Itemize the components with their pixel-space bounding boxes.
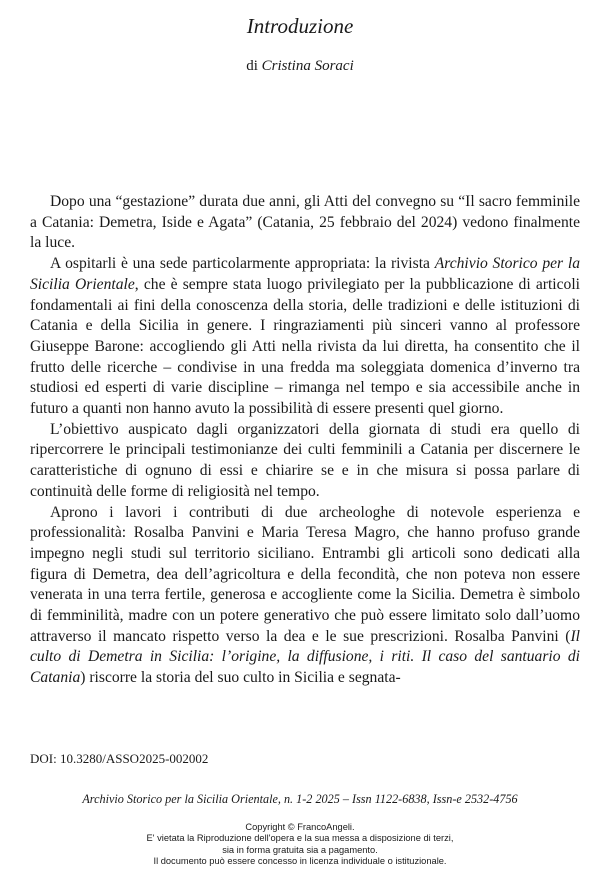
- paragraph-4-text-a: Aprono i lavori i contributi di due archeologhe di notevole esperienza e professionalità: Rosalba Panvini e Maria Teresa Magro, che hanno profuso grande impegno negli studi sul territorio siciliano. Entrambi gli articoli sono dedicati alla figura di Demetra, dea dell’agricoltura e della fecondità, che non poteva non essere venerata in una terra fertile, generosa e accogliente come la Sicilia. Demetra è simbolo di femminilità, madre con un potere generativo che può essere limitato solo dall’uomo attraverso il mancato rispetto verso la dea e le sue prescrizioni. Rosalba Panvini (: [30, 503, 580, 645]
- article-title-italic: Il culto di Demetra in Sicilia: l’origine, la diffusione, i riti. Il caso del santuario di Catania: [30, 627, 580, 687]
- copyright-notice: [0, 822, 600, 867]
- byline-prefix: di: [246, 58, 258, 74]
- copyright-line-4: Il documento può essere concesso in licenza individuale o istituzionale.: [153, 855, 447, 866]
- author-name: Cristina Soraci: [261, 58, 354, 74]
- author-byline: [0, 58, 600, 75]
- copyright-line-1: Copyright © FrancoAngeli.: [245, 822, 355, 832]
- page-title: Introduzione: [246, 14, 354, 38]
- article-body: [30, 192, 580, 689]
- paragraph-2-text-a: A ospitarli è una sede particolarmente appropriata: la rivista: [50, 255, 435, 273]
- journal-title-italic: Archivio Storico per la Sicilia Orientale: [30, 255, 580, 293]
- copyright-line-3: sia in forma gratuita sia a pagamento.: [222, 844, 378, 855]
- journal-citation: Archivio Storico per la Sicilia Orientale, n. 1-2 2025 – Issn 1122-6838, Issn-e 2532-4756: [82, 792, 518, 806]
- doi-line: DOI: 10.3280/ASSO2025-002002: [30, 751, 209, 766]
- paragraph-2: [30, 254, 580, 420]
- paragraph-1: Dopo una “gestazione” durata due anni, gli Atti del convegno su “Il sacro femminile a Catania: Demetra, Iside e Agata” (Catania, 25 febbraio del 2024) vedono finalmente la luce.: [30, 193, 580, 252]
- paragraph-4: [30, 503, 580, 689]
- paragraph-4-text-b: ) riscorre la storia del suo culto in Sicilia e segnata-: [80, 669, 401, 687]
- copyright-line-2: E' vietata la Riproduzione dell'opera e la sua messa a disposizione di terzi,: [146, 833, 454, 844]
- paragraph-2-text-b: , che è sempre stata luogo privilegiato per la pubblicazione di articoli fondamentali ai fini della conoscenza della storia, delle tradizioni e delle istituzioni di Catania e della Sicilia in genere. I ringraziamenti più sinceri vanno al professore Giuseppe Barone: accogliendo gli Atti nella rivista da lui diretta, ha consentito che il frutto delle ricerche – condivise in una fredda ma soleggiata domenica d’inverno tra studiosi ed esperti di varie discipline – rimanga nel tempo e sia accessibile anche in futuro a quanti non hanno avuto la possibilità di essere presenti quel giorno.: [30, 275, 580, 418]
- paragraph-3: L’obiettivo auspicato dagli organizzatori della giornata di studi era quello di ripercorrere le principali testimonianze dei culti femminili a Catania per discernere le caratteristiche di ognuno di essi e chiarire se e in che misura si possa parlare di continuità delle forme di religiosità nel tempo.: [30, 420, 580, 500]
